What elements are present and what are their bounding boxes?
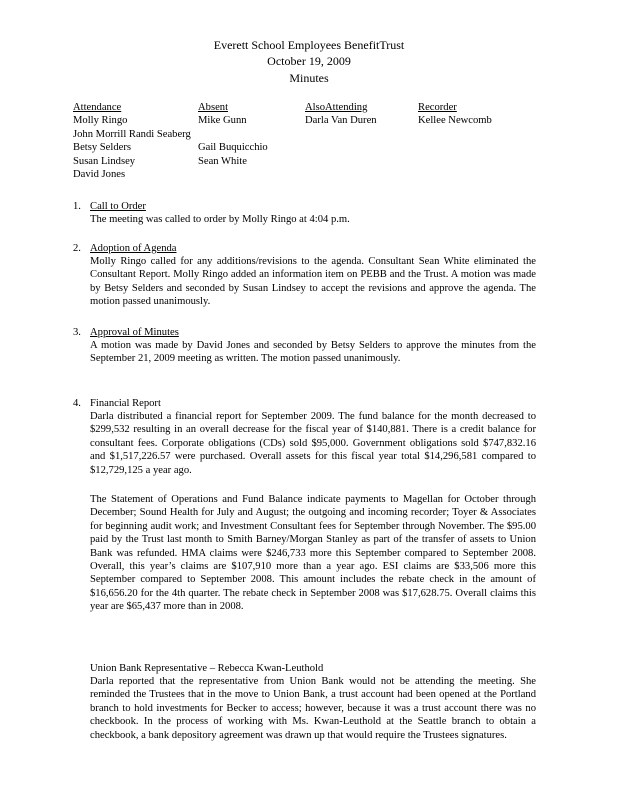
section-paragraph: Molly Ringo called for any additions/revisions to the agenda. Consultant Sean White eliminated the Consultant Report. Molly Ringo added an information item on PEBB and the Trust. A motion was made by Betsy Selders and seconded by Susan Lindsey to accept the revisions and approve the agenda. The motion passed unanimously.: [90, 256, 536, 308]
also-attending-heading: AlsoAttending: [305, 102, 368, 113]
absent-heading: Absent: [198, 102, 229, 113]
section-title: Call to Order: [90, 201, 146, 212]
attendee-name: Betsy Selders: [73, 142, 131, 154]
section-number: 1.: [73, 201, 81, 212]
section-title: Financial Report: [90, 398, 161, 409]
section-title: Adoption of Agenda: [90, 243, 177, 254]
absent-name: Gail Buquicchio: [198, 142, 268, 154]
absent-column: [198, 101, 268, 168]
attendance-column: [73, 101, 191, 181]
section-number: 2.: [73, 243, 81, 254]
subheading-union-bank: Union Bank Representative – Rebecca Kwan-Leuthold: [90, 663, 324, 674]
section-paragraph: Darla distributed a financial report for September 2009. The fund balance for the month decreased to $299,532 resulting in an overall decrease for the fiscal year of $140,881. There is a credit balance for consultant fees. Corporate obligations (CDs) sold $95,000. Government obligations sold $747,832.16 and $1,517,226.57 were purchased. Overall assets for this fiscal year total $14,296,581 compared to $12,729,125 a year ago.: [90, 411, 536, 476]
section-number: 4.: [73, 398, 81, 409]
absent-name: [198, 128, 268, 141]
attendance-heading: Attendance: [73, 102, 122, 113]
section-paragraph: A motion was made by David Jones and seconded by Betsy Selders to approve the minutes from the September 21, 2009 meeting as written. The motion passed unanimously.: [90, 340, 536, 365]
absent-name: Sean White: [198, 155, 247, 167]
recorder-column: [418, 101, 492, 128]
attendee-name: Molly Ringo: [73, 115, 128, 127]
recorder-heading: Recorder: [418, 102, 457, 113]
recorder-name: Kellee Newcomb: [418, 115, 492, 127]
absent-name: Mike Gunn: [198, 115, 247, 127]
section-number: 3.: [73, 327, 81, 338]
also-attending-column: [305, 101, 377, 128]
section-paragraph: The Statement of Operations and Fund Balance indicate payments to Magellan for October through December; Sound Health for July and August; the outgoing and incoming recorder; Toyer & Associates for beginning audit work; and Investment Consultant fees for September through November. The $95.00 paid by the Trust last month to Smith Barney/Morgan Stanley as part of the transfer of assets to Union Bank was refunded. HMA claims were $246,733 more this September compared to September 2008. Overall, this year’s claims are $107,910 more than a year ago. ESI claims are $33,506 more this September compared to September 2008. This amount includes the rebate check in the amount of $16,656.20 for the 4th quarter. The rebate check in September 2008 was $17,628.75. Overall claims this year are $65,437 more than in 2008.: [90, 494, 536, 613]
trust-name: Everett School Employees BenefitTrust: [213, 38, 405, 52]
section-title: Approval of Minutes: [90, 327, 179, 338]
meeting-date: October 19, 2009: [267, 54, 351, 68]
attendee-name: Susan Lindsey: [73, 155, 136, 167]
also-attending-name: Darla Van Duren: [305, 115, 377, 127]
attendee-name: John Morrill Randi Seaberg: [73, 128, 191, 140]
attendee-name: David Jones: [73, 169, 126, 181]
document-type: Minutes: [289, 71, 329, 85]
section-paragraph: Darla reported that the representative from Union Bank would not be attending the meeting. She reminded the Trustees that in the move to Union Bank, a trust account had been opened at the Portland branch to hold investments for Becker to access; however, because it was a trust account there was no checkbook. In the process of working with Ms. Kwan-Leuthold at the Seattle branch to obtain a checkbook, a bank depository agreement was drawn up that would require the Trustees signatures.: [90, 676, 536, 741]
section-paragraph: The meeting was called to order by Molly Ringo at 4:04 p.m.: [90, 214, 350, 225]
